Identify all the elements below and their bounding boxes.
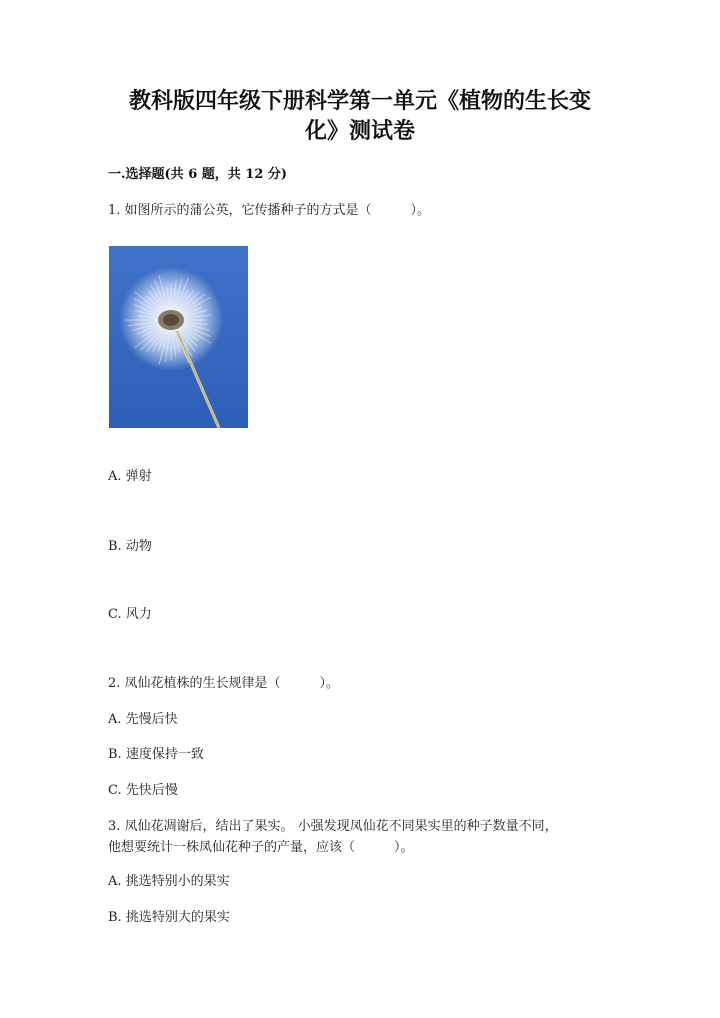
question-2-option-b: B. 速度保持一致 [108, 747, 204, 762]
question-3-option-b: B. 挑选特别大的果实 [108, 910, 230, 925]
title-line-2: 化》测试卷 [304, 118, 415, 144]
page-title [120, 86, 600, 146]
question-3-stem-line-2: 他想要统计一株凤仙花种子的产量，应该（ ）。 [108, 840, 414, 855]
section-heading: 一.选择题(共 6 题，共 12 分) [108, 167, 288, 182]
question-2-option-c: C. 先快后慢 [108, 783, 178, 798]
question-3-stem-line-1: 3. 凤仙花凋谢后，结出了果实。 小强发现凤仙花不同果实里的种子数量不同， [108, 819, 558, 834]
question-3-option-a: A. 挑选特别小的果实 [108, 874, 230, 889]
question-2-option-a: A. 先慢后快 [108, 712, 178, 727]
question-1-option-b: B. 动物 [108, 539, 152, 554]
question-1-option-a: A. 弹射 [108, 469, 152, 484]
question-1-option-c: C. 风力 [108, 607, 152, 622]
title-line-1: 教科版四年级下册科学第一单元《植物的生长变 [128, 88, 591, 114]
question-2-stem: 2. 凤仙花植株的生长规律是（ ）。 [108, 676, 340, 691]
dandelion-photo [109, 246, 248, 428]
question-1-stem: 1. 如图所示的蒲公英，它传播种子的方式是（ ）。 [108, 203, 431, 218]
